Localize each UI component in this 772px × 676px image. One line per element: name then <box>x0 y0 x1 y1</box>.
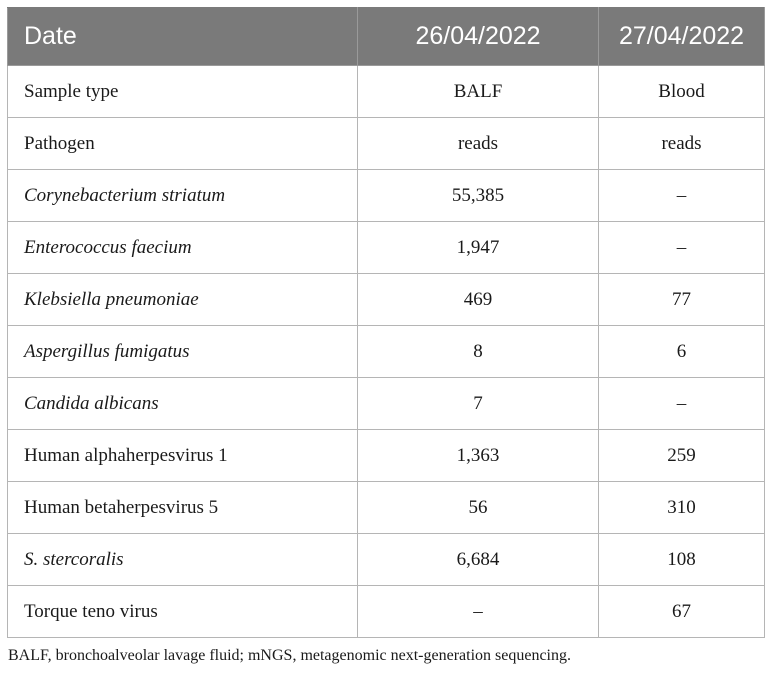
row-label: Sample type <box>8 66 358 118</box>
row-value-2: 310 <box>599 482 765 534</box>
table-row <box>8 430 765 482</box>
row-value-1: 8 <box>358 326 599 378</box>
table-row <box>8 534 765 586</box>
table-row <box>8 378 765 430</box>
row-value-2: – <box>599 222 765 274</box>
table-row <box>8 118 765 170</box>
row-value-2: – <box>599 170 765 222</box>
header-date-1: 26/04/2022 <box>358 8 599 66</box>
row-label: Enterococcus faecium <box>8 222 358 274</box>
row-value-1: reads <box>358 118 599 170</box>
row-label: Corynebacterium striatum <box>8 170 358 222</box>
table-row <box>8 66 765 118</box>
row-value-1: 6,684 <box>358 534 599 586</box>
table-row <box>8 170 765 222</box>
row-label: Human alphaherpesvirus 1 <box>8 430 358 482</box>
row-value-2: 67 <box>599 586 765 638</box>
row-value-1: 56 <box>358 482 599 534</box>
table-row <box>8 222 765 274</box>
table-row <box>8 482 765 534</box>
row-value-2: Blood <box>599 66 765 118</box>
row-label: S. stercoralis <box>8 534 358 586</box>
row-label: Torque teno virus <box>8 586 358 638</box>
table-row <box>8 586 765 638</box>
row-value-2: 6 <box>599 326 765 378</box>
results-table-container <box>7 7 764 638</box>
row-label: Candida albicans <box>8 378 358 430</box>
row-value-1: 1,363 <box>358 430 599 482</box>
header-date-2: 27/04/2022 <box>599 8 765 66</box>
table-footnote: BALF, bronchoalveolar lavage fluid; mNGS, metagenomic next-generation sequencing. <box>8 647 571 664</box>
row-value-2: 259 <box>599 430 765 482</box>
row-value-1: BALF <box>358 66 599 118</box>
row-value-2: 108 <box>599 534 765 586</box>
table-row <box>8 274 765 326</box>
row-value-1: 469 <box>358 274 599 326</box>
row-value-2: – <box>599 378 765 430</box>
row-value-1: – <box>358 586 599 638</box>
row-label: Klebsiella pneumoniae <box>8 274 358 326</box>
row-value-1: 55,385 <box>358 170 599 222</box>
mngs-results-table <box>7 7 765 638</box>
row-label: Pathogen <box>8 118 358 170</box>
row-label: Aspergillus fumigatus <box>8 326 358 378</box>
row-label: Human betaherpesvirus 5 <box>8 482 358 534</box>
row-value-1: 7 <box>358 378 599 430</box>
row-value-2: reads <box>599 118 765 170</box>
table-row <box>8 326 765 378</box>
header-row <box>8 8 765 66</box>
row-value-1: 1,947 <box>358 222 599 274</box>
header-date: Date <box>8 8 358 66</box>
row-value-2: 77 <box>599 274 765 326</box>
